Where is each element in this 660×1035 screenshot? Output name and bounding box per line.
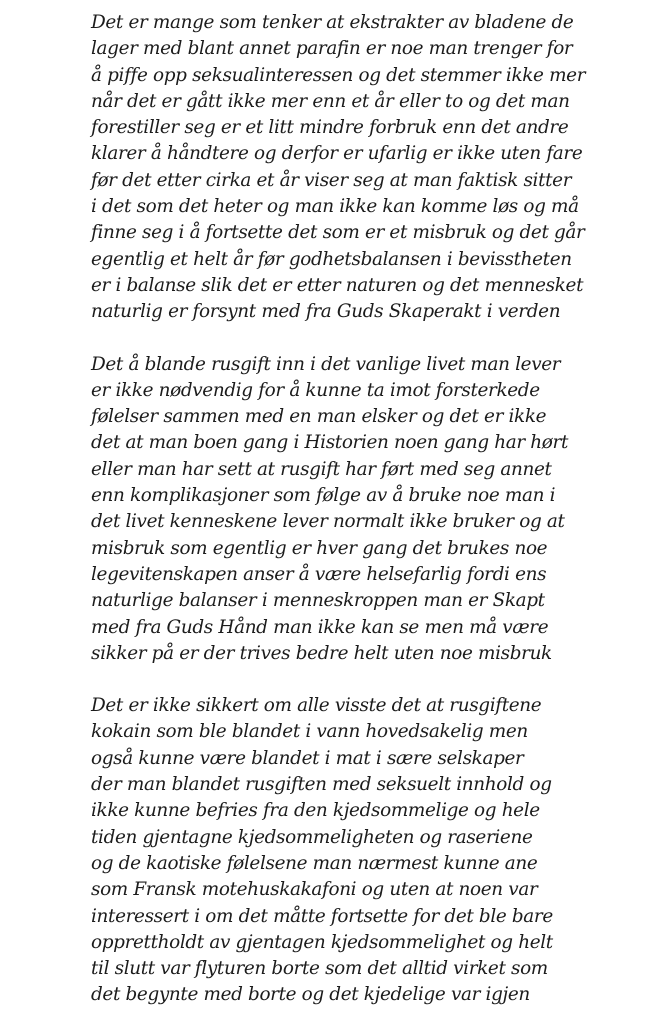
- text-line: det begynte med borte og det kjedelige var igjen: [91, 984, 530, 1006]
- stanza-2: [91, 352, 651, 668]
- text-line: klarer å håndtere og derfor er ufarlig er ikke uten fare: [91, 143, 583, 165]
- text-line: forestiller seg er et litt mindre forbruk enn det andre: [91, 117, 569, 139]
- text-line: Det å blande rusgift inn i det vanlige livet man lever: [91, 353, 561, 375]
- text-line: Det er ikke sikkert om alle visste det at rusgiftene: [91, 695, 542, 717]
- text-line: er i balanse slik det er etter naturen og det mennesket: [91, 274, 584, 296]
- text-line: misbruk som egentlig er hver gang det brukes noe: [91, 537, 548, 559]
- text-line: til slutt var flyturen borte som det alltid virket som: [91, 958, 548, 980]
- text-line: opprettholdt av gjentagen kjedsommelighet og helt: [91, 931, 553, 953]
- text-line: enn komplikasjoner som følge av å bruke noe man i: [91, 485, 556, 507]
- text-line: naturlig er forsynt med fra Guds Skaperakt i verden: [91, 301, 561, 323]
- text-line: eller man har sett at rusgift har ført med seg annet: [91, 458, 552, 480]
- text-line: legevitenskapen anser å være helsefarlig fordi ens: [91, 563, 547, 585]
- text-line: før det etter cirka et år viser seg at man faktisk sitter: [91, 169, 572, 191]
- text-line: lager med blant annet parafin er noe man trenger for: [91, 38, 573, 60]
- text-line: ikke kunne befries fra den kjedsommelige og hele: [91, 800, 540, 822]
- text-line: det at man boen gang i Historien noen gang har hørt: [91, 432, 568, 454]
- text-line: også kunne være blandet i mat i sære selskaper: [91, 747, 524, 769]
- text-line: naturlige balanser i menneskroppen man er Skapt: [91, 590, 545, 612]
- text-line: egentlig et helt år før godhetsbalansen i bevisstheten: [91, 248, 572, 270]
- text-line: følelser sammen med en man elsker og det er ikke: [91, 406, 547, 428]
- stanza-3: [91, 693, 651, 1009]
- text-line: det livet kenneskene lever normalt ikke bruker og at: [91, 511, 565, 533]
- text-line: med fra Guds Hånd man ikke kan se men må være: [91, 616, 549, 638]
- text-line: å piffe opp seksualinteressen og det stemmer ikke mer: [91, 64, 586, 86]
- text-line: sikker på er der trives bedre helt uten noe misbruk: [91, 642, 552, 664]
- text-line: finne seg i å fortsette det som er et misbruk og det går: [91, 222, 585, 244]
- text-line: interessert i om det måtte fortsette for det ble bare: [91, 905, 553, 927]
- text-line: som Fransk motehuskakafoni og uten at noen var: [91, 879, 538, 901]
- text-line: Det er mange som tenker at ekstrakter av bladene de: [91, 12, 574, 33]
- text-line: og de kaotiske følelsene man nærmest kunne ane: [91, 852, 538, 874]
- text-line: er ikke nødvendig for å kunne ta imot forsterkede: [91, 379, 540, 401]
- text-line: kokain som ble blandet i vann hovedsakelig men: [91, 721, 528, 743]
- document-page: [91, 10, 651, 1035]
- text-line: tiden gjentagne kjedsommeligheten og raseriene: [91, 826, 533, 848]
- text-line: i det som det heter og man ikke kan komme løs og må: [91, 196, 579, 218]
- stanza-1: [91, 10, 651, 326]
- text-line: der man blandet rusgiften med seksuelt innhold og: [91, 774, 552, 796]
- text-line: når det er gått ikke mer enn et år eller to og det man: [91, 90, 570, 112]
